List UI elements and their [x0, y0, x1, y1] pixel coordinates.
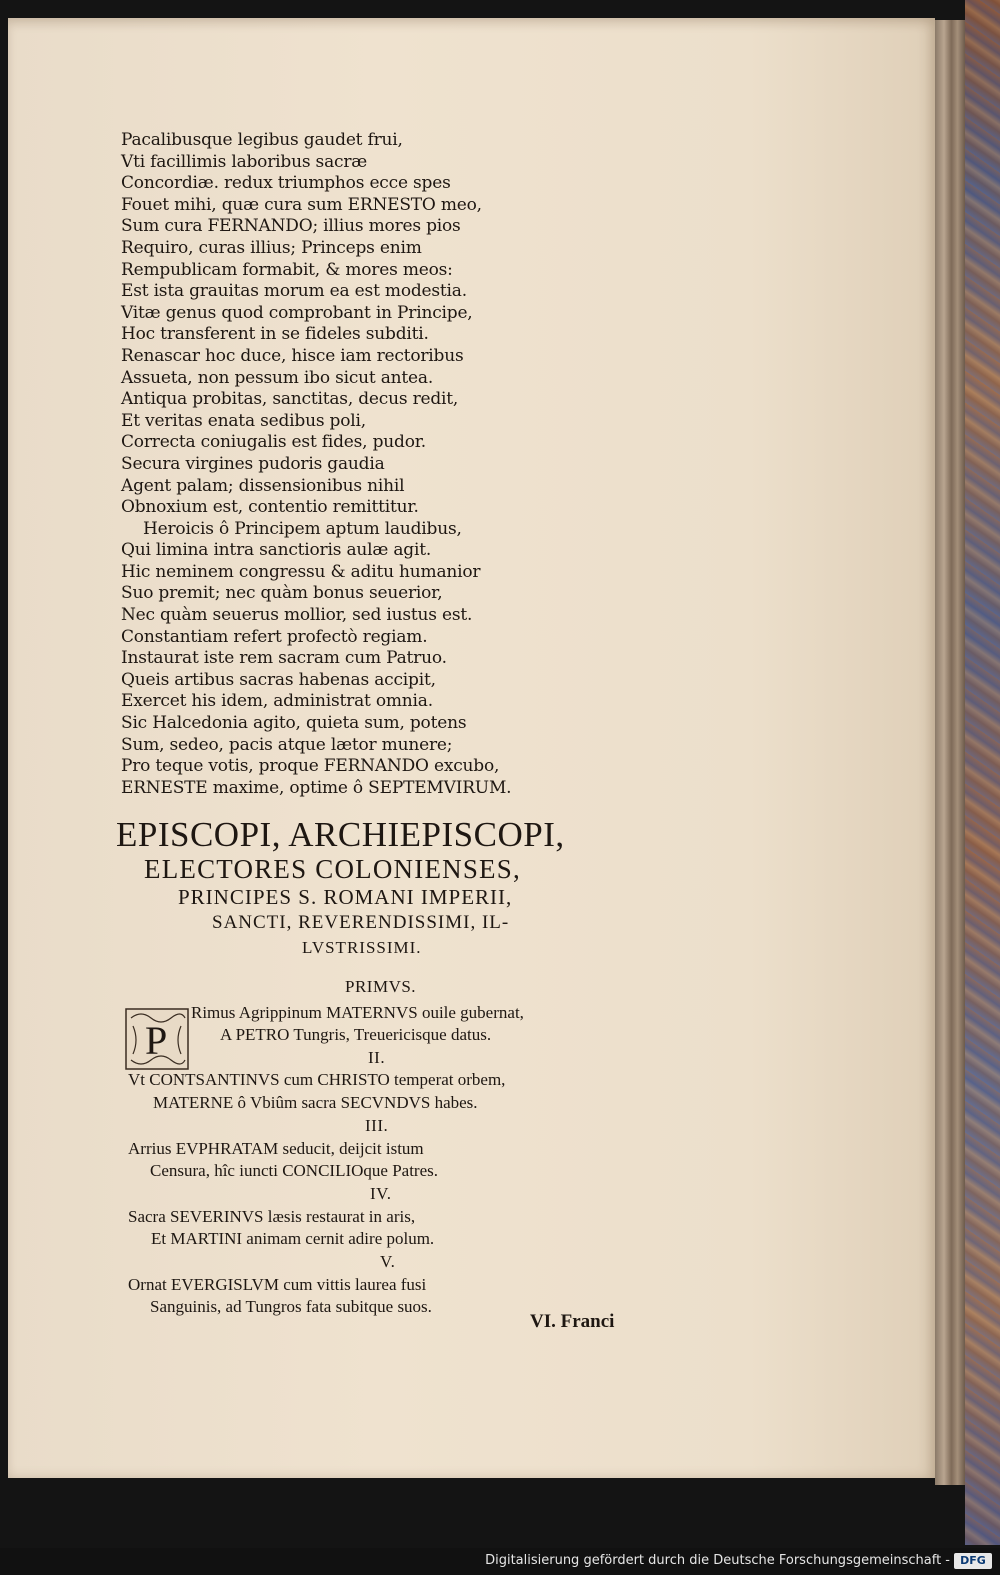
verse-line: Heroicis ô Principem aptum laudibus, [143, 518, 462, 539]
verse-line: Est ista grauitas morum ea est modestia. [121, 281, 467, 302]
verse-line: Correcta coniugalis est fides, pudor. [121, 432, 426, 453]
verse-line: Agent palam; dissensionibus nihil [121, 475, 405, 496]
section-title: V. [380, 1252, 396, 1271]
footer-bar [0, 1548, 1000, 1575]
svg-text:P: P [145, 1018, 168, 1063]
verse-line: Sum, sedeo, pacis atque lætor munere; [121, 734, 453, 755]
heading-line-1: EPISCOPI, ARCHIEPISCOPI, [116, 815, 565, 854]
verse-line: Secura virgines pudoris gaudia [121, 453, 385, 474]
verse-line: Qui limina intra sanctioris aulæ agit. [121, 540, 432, 561]
verse-line: Pacalibusque legibus gaudet frui, [121, 130, 403, 150]
section-title: III. [365, 1116, 389, 1135]
verse-line: Vti facillimis laboribus sacræ [121, 151, 368, 172]
verse-line: Hic neminem congressu & aditu humanior [121, 561, 481, 582]
verse-line: Exercet his idem, administrat omnia. [121, 691, 433, 712]
ornament-icon [125, 1008, 189, 1070]
page-text [8, 18, 935, 1478]
verse-line: Queis artibus sacras habenas accipit, [121, 669, 436, 690]
list-line: MATERNE ô Vbiûm sacra SECVNDVS habes. [153, 1093, 478, 1112]
verse-line: Et veritas enata sedibus poli, [121, 410, 366, 431]
heading-line-4: SANCTI, REVERENDISSIMI, IL- [212, 912, 510, 933]
decorated-initial-p [125, 1008, 189, 1070]
verse-line: Instaurat iste rem sacram cum Patruo. [121, 648, 447, 669]
section-title: II. [368, 1048, 386, 1067]
verse-line: Concordiæ. redux triumphos ecce spes [121, 173, 451, 194]
heading-line-3: PRINCIPES S. ROMANI IMPERII, [178, 885, 513, 909]
verse-line: Antiqua probitas, sanctitas, decus redit, [121, 389, 459, 410]
page-edge-stack [935, 20, 965, 1485]
list-line: Rimus Agrippinum MATERNVS ouile gubernat, [191, 1003, 524, 1022]
heading-line-2: ELECTORES COLONIENSES, [144, 854, 521, 884]
verse-line: Sum cura FERNANDO; illius mores pios [121, 216, 461, 237]
list-line: Sacra SEVERINVS læsis restaurat in aris, [128, 1207, 416, 1226]
dfg-logo: DFG [954, 1553, 992, 1569]
section-title: PRIMVS. [345, 977, 417, 996]
verse-line: Suo premit; nec quàm bonus seuerior, [121, 583, 443, 604]
list-line: Ornat EVERGISLVM cum vittis laurea fusi [128, 1275, 427, 1294]
verse-line: Pro teque votis, proque FERNANDO excubo, [121, 756, 500, 777]
catchword: VI. Franci [530, 1311, 615, 1332]
verse-line: Constantiam refert profectò regiam. [121, 626, 428, 647]
marbled-cover-edge [965, 0, 1000, 1545]
verse-line: Sic Halcedonia agito, quieta sum, potens [121, 713, 467, 734]
verse-line: ERNESTE maxime, optime ô SEPTEMVIRUM. [121, 777, 512, 798]
verse-line: Rempublicam formabit, & mores meos: [121, 259, 453, 280]
list-line: Censura, hîc iuncti CONCILIOque Patres. [150, 1161, 438, 1180]
verse-line: Renascar hoc duce, hisce iam rectoribus [121, 345, 464, 366]
verse-line: Fouet mihi, quæ cura sum ERNESTO meo, [121, 194, 482, 215]
book-page [8, 18, 935, 1478]
verse-block [121, 130, 521, 799]
section-heading [116, 816, 716, 960]
list-line: Et MARTINI animam cernit adire polum. [151, 1229, 435, 1248]
gutter-mark [8, 103, 20, 133]
footer-credit: Digitalisierung gefördert durch die Deutsche Forschungsgemeinschaft - [485, 1553, 950, 1568]
verse-line: Hoc transferent in se fideles subditi. [121, 324, 429, 345]
verse-line: Nec quàm seuerus mollior, sed iustus est. [121, 605, 473, 626]
list-line: Sanguinis, ad Tungros fata subitque suos. [150, 1297, 432, 1316]
list-line: Arrius EVPHRATAM seducit, deijcit istum [128, 1139, 424, 1158]
list-line: A PETRO Tungris, Treuericisque datus. [220, 1025, 492, 1044]
verse-line: Requiro, curas illius; Princeps enim [121, 237, 422, 258]
verse-line: Assueta, non pessum ibo sicut antea. [121, 367, 434, 388]
heading-line-5: LVSTRISSIMI. [302, 938, 422, 957]
section-title: IV. [370, 1184, 392, 1203]
verse-line: Obnoxium est, contentio remittitur. [121, 497, 419, 518]
verse-line: Vitæ genus quod comprobant in Principe, [121, 302, 473, 323]
list-line: Vt CONTSANTINVS cum CHRISTO temperat orbem, [128, 1070, 506, 1089]
